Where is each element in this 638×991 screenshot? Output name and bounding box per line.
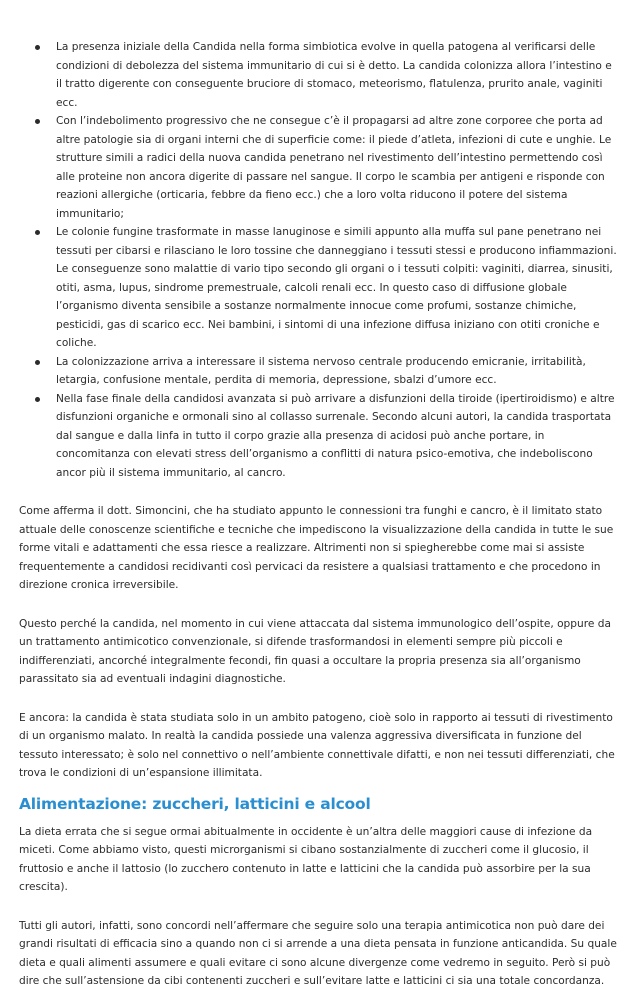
bullet-icon	[35, 397, 40, 402]
bullet-icon	[35, 230, 40, 235]
body-paragraph: La dieta errata che si segue ormai abitualmente in occidente è un’altra delle maggiori cause di infezione da miceti. Come abbiamo visto, questi microrganismi si cibano sostanzialmente di zuccheri come il glucosio, il fruttosio e anche il lattosio (lo zucchero contenuto in latte e latticini che la candida può assorbire per la sua crescita).	[19, 825, 593, 893]
body-paragraph: Come afferma il dott. Simoncini, che ha studiato appunto le connessioni tra funghi e cancro, è il limitato stato attuale delle conoscenze scientifiche e tecniche che impediscono la visualizzazione della candida in tutte le sue forme vitali e adattamenti che essa riesce a realizzare. Altrimenti non si spiegherebbe come mai si assiste frequentemente a candidosi recidivanti così pervicaci da resistere a qualsiasi trattamento e che procedono in direzione cronica irreversibile.	[19, 505, 614, 591]
list-item-text: Con l’indebolimento progressivo che ne consegue c’è il propagarsi ad altre zone corporee che porta ad altre patologie sia di organi interni che di superficie come: il piede d’atleta, infezioni di cute e unghie. Le strutture simili a radici della nuova candida penetrano nel rivestimento dell’intestino permettendo così alle proteine non ancora digerite di passare nel sangue. Il corpo le scambia per antigeni e risponde con reazioni allergiche (orticaria, febbre da fieno ecc.) che a loro volta riducono il potere del sistema immunitario;	[56, 115, 612, 220]
list-item	[56, 38, 618, 112]
list-item	[56, 390, 618, 483]
list-item-text: Nella fase finale della candidosi avanzata si può arrivare a disfunzioni della tiroide (ipertiroidismo) e altre disfunzioni organiche e ormonali sino al collasso surrenale. Secondo alcuni autori, la candida trasportata dal sangue e dalla linfa in tutto il corpo grazie alla presenza di acidosi può anche portare, in concomitanza con elevati stress dell’organismo a conflitti di natura psico-emotiva, che indeboliscono ancor più il sistema immunitario, al cancro.	[56, 392, 615, 479]
bullet-icon	[35, 119, 40, 124]
bullet-icon	[35, 360, 40, 365]
list-item-text: La colonizzazione arriva a interessare il sistema nervoso centrale producendo emicranie, irritabilità, letargia, confusione mentale, perdita di memoria, depressione, sbalzi d’umore ecc.	[56, 355, 586, 386]
body-paragraph: E ancora: la candida è stata studiata solo in un ambito patogeno, cioè solo in rapporto ai tessuti di rivestimento di un organismo malato. In realtà la candida possiede una valenza aggressiva diversificata in funzione del tessuto interessato; è solo nel connettivo o nell’ambiente connettivale difatti, e non nei tessuti differenziati, che trova le condizioni di un’espansione illimitata.	[19, 711, 615, 779]
body-paragraph: Questo perché la candida, nel momento in cui viene attaccata dal sistema immunologico dell’ospite, oppure da un trattamento antimicotico convenzionale, si difende trasformandosi in elementi sempre più piccoli e indifferenziati, ancorché integralmente fecondi, fin quasi a occultare la propria presenza sia all’organismo parassitato sia ad eventuali indagini diagnostiche.	[19, 617, 611, 685]
list-item-text: Le colonie fungine trasformate in masse lanuginose e simili appunto alla muffa sul pane penetrano nei tessuti per cibarsi e rilasciano le loro tossine che danneggiano i tessuti stessi e producono infiammazioni. Le conseguenze sono malattie di vario tipo secondo gli organi o i tessuti colpiti: vaginiti, diarrea, sinusiti, otiti, asma, lupus, sindrome premestruale, calcoli renali ecc. In questo caso di diffusione globale l’organismo diventa sensibile a sostanze normalmente innocue come profumi, sostanze chimiche, pesticidi, gas di scarico ecc. Nei bambini, i sintomi di una infezione diffusa iniziano con otiti croniche e coliche.	[56, 226, 617, 349]
body-paragraph: Tutti gli autori, infatti, sono concordi nell’affermare che seguire solo una terapia antimicotica non può dare dei grandi risultati di efficacia sino a quando non ci si arrende a una dieta pensata in funzione anticandida. Su quale dieta e quali alimenti assumere e quali evitare ci sono alcune divergenze come vedremo in seguito. Però si può dire che sull’astensione da cibi contenenti zuccheri e sull’evitare latte e latticini ci sia una totale concordanza.	[19, 919, 617, 987]
list-item	[56, 223, 618, 353]
symptom-list	[19, 38, 618, 482]
list-item-text: La presenza iniziale della Candida nella forma simbiotica evolve in quella patogena al verificarsi delle condizioni di debolezza del sistema immunitario di cui si è detto. La candida colonizza allora l’intestino e il tratto digerente con conseguente bruciore di stomaco, meteorismo, flatulenza, prurito anale, vaginiti ecc.	[56, 41, 612, 109]
list-item	[56, 112, 618, 223]
section-heading: Alimentazione: zuccheri, latticini e alcool	[19, 794, 371, 813]
bullet-icon	[35, 45, 40, 50]
list-item	[56, 353, 618, 390]
